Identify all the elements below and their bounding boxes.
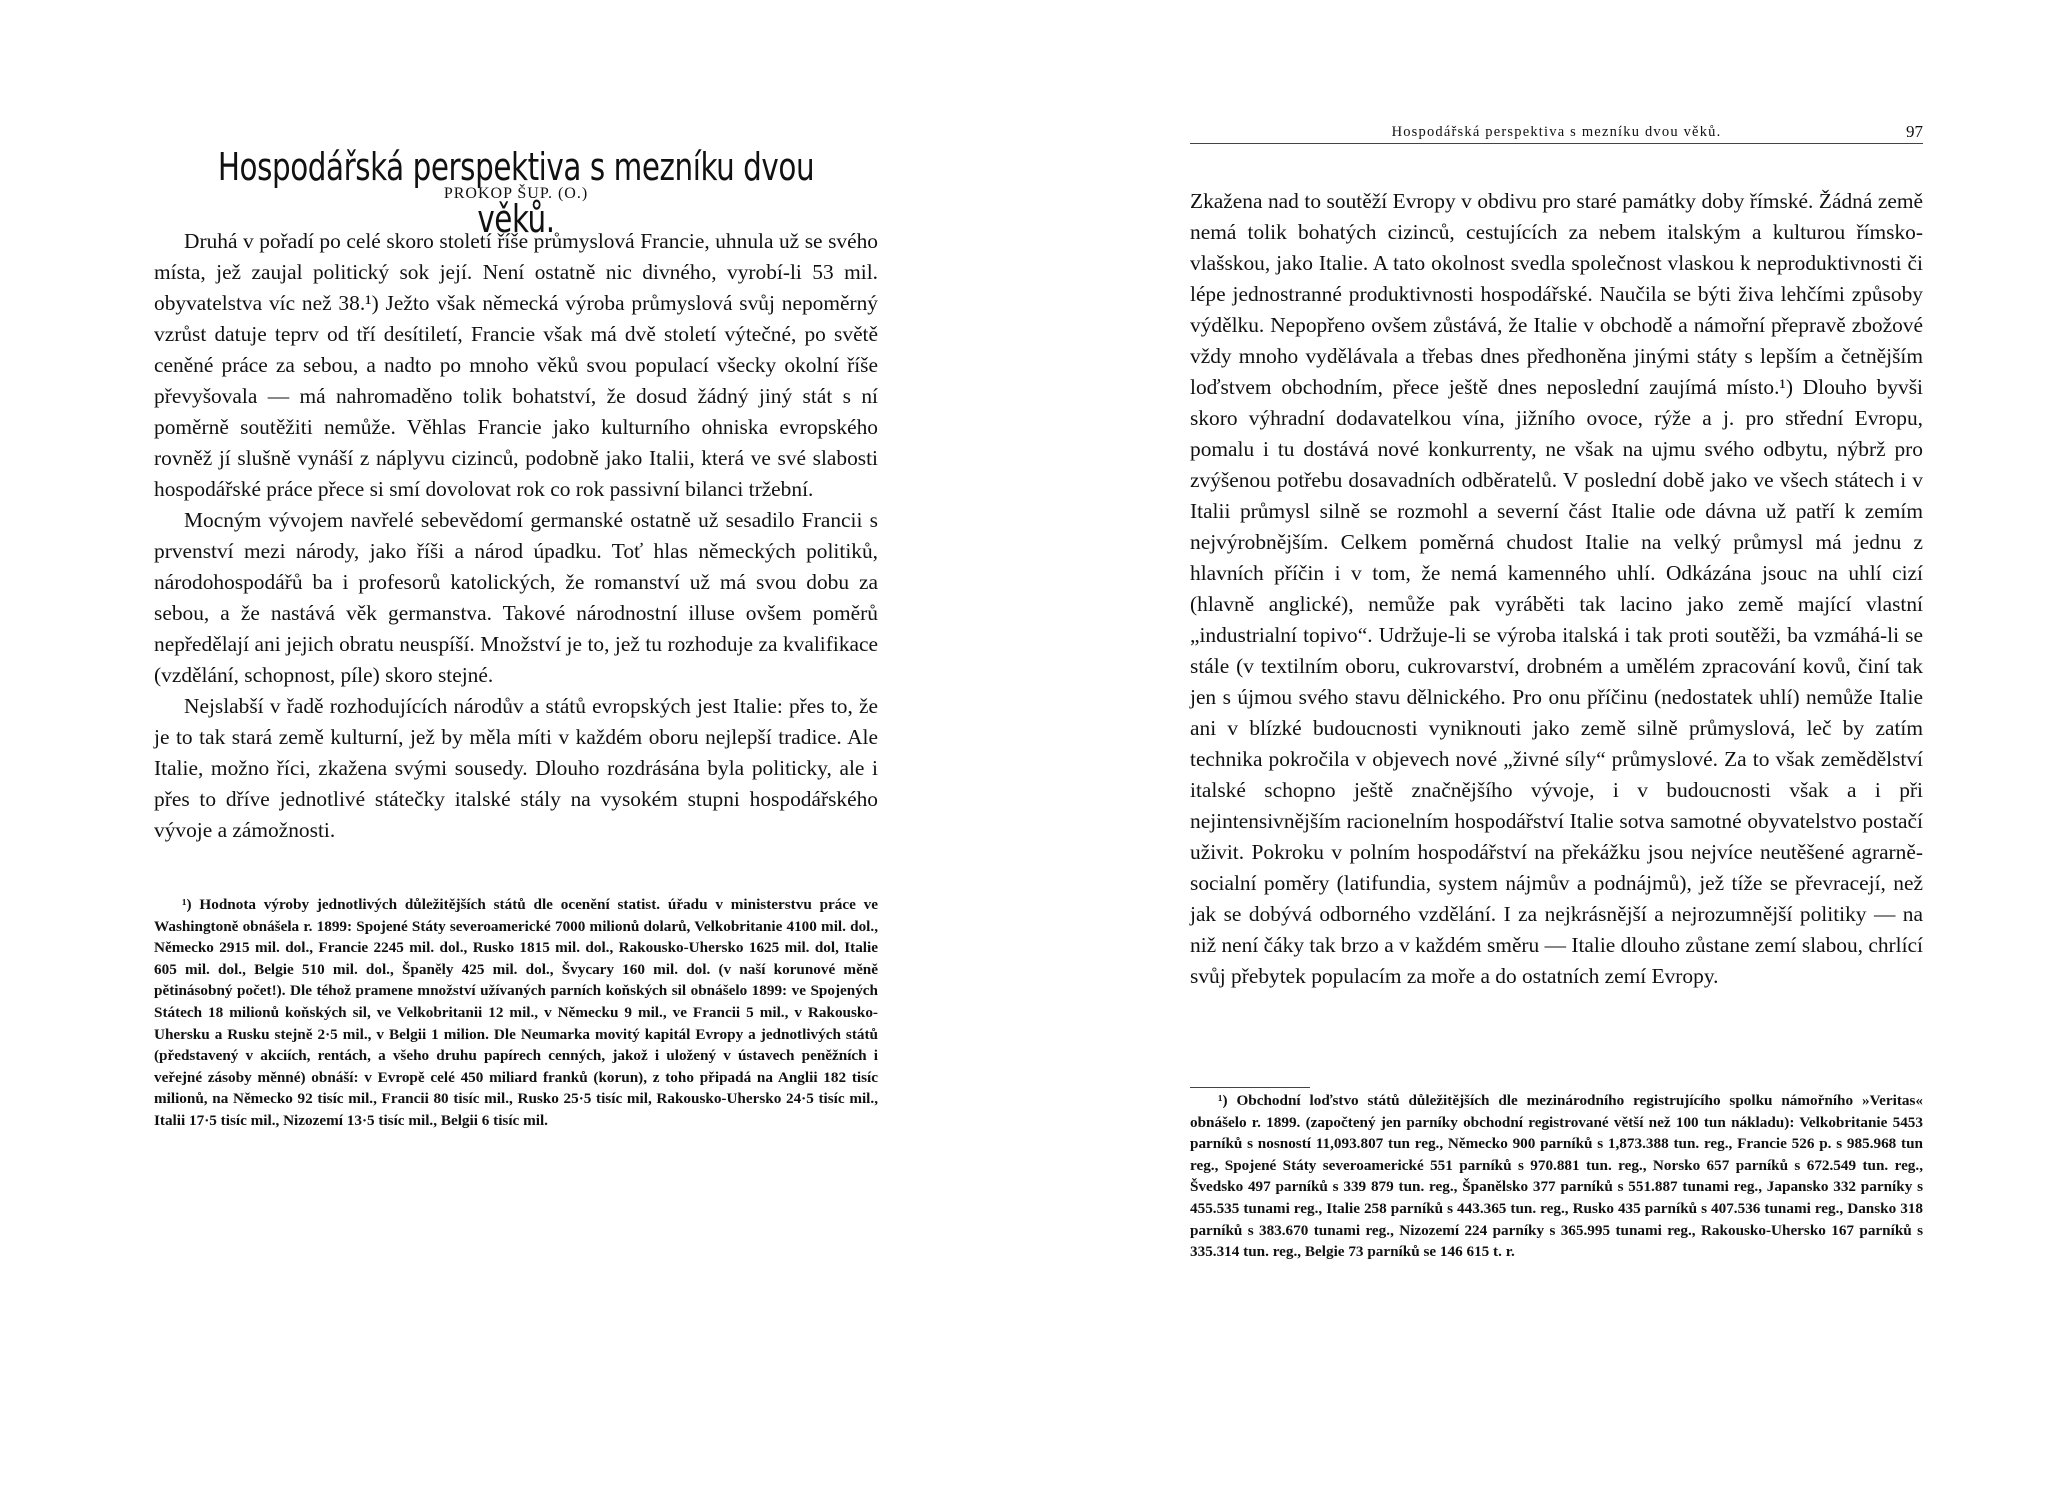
- running-head-rule: [1190, 143, 1923, 144]
- right-body: [1190, 186, 1923, 992]
- article-title: Hospodářská perspektiva s mezníku dvou věků.: [217, 145, 815, 242]
- running-head-title: Hospodářská perspektiva s mezníku dvou věků.: [1386, 124, 1728, 140]
- article-author: PROKOP ŠUP. (O.): [443, 185, 589, 202]
- left-body: [154, 226, 878, 846]
- paragraph: Nejslabší v řadě rozhodujících národův a států evropských jest Italie: přes to, že je to tak stará země kulturní, jež by měla míti v každém oboru nejlepší tradice. Ale Italie, možno říci, zkažena svými sousedy. Dlouho rozdrásána byla politicky, ale i přes to dříve jednotlivé státečky italské stály na vysokém stupni hospodářského vývoje a zámožnosti.: [154, 694, 878, 842]
- paragraph: Druhá v pořadí po celé skoro století říše průmyslová Francie, uhnula už se svého místa, jež zaujal politický sok její. Není ostatně nic divného, vyrobí-li 53 mil. obyvatelstva víc než 38.¹) Ježto však německá výroba průmyslová svůj nepoměrný vzrůst datuje teprv od tří desítiletí, Francie však má dvě století výtečné, po světě ceněné práce za sebou, a nadto po mnoho věků svou populací všecky okolní říše převyšovala — má nahromaděno tolik bohatství, že dosud žádný jiný stát s ní poměrně soutěžiti nemůže. Věhlas Francie jako kulturního ohniska evropského rovněž jí slušně vynáší z náplyvu cizinců, podobně jako Italii, která ve své slabosti hospodářské práce přece si smí dovolovat rok co rok passivní bilanci tržební.: [154, 229, 878, 501]
- left-footnote: [154, 894, 878, 1132]
- running-head: [1190, 124, 1923, 146]
- footnote-text: ¹) Hodnota výroby jednotlivých důležitějších států dle ocenění statist. úřadu v ministerstvu práce ve Washingtoně obnášela r. 1899: Spojené Státy severoamerické 7000 milionů dolarů, Velkobritanie 4100 mil. dol., Německo 2915 mil. dol., Francie 2245 mil. dol., Rusko 1815 mil. dol., Rakousko-Uhersko 1625 mil. dol, Italie 605 mil. dol., Belgie 510 mil. dol., Španěly 425 mil. dol., Švycary 160 mil. dol. (v naší korunové měně pětinásobný počet!). Dle téhož pramene množství užívaných parních koňských sil obnášelo 1899: ve Spojených Státech 18 milionů koňských sil, ve Velkobritanii 12 mil., v Německu 9 mil., ve Francii 5 mil., v Rakousko-Uhersku a Rusku stejně 2·5 mil., v Belgii 1 milion. Dle Neumarka movitý kapitál Evropy a jednotlivých států (představený v akciích, rentách, a všeho druhu papírech cenných, jakož i uložený v ústavech peněžních i veřejné zásoby měnné) obnáší: v Evropě celé 450 miliard franků (korun), z toho připadá na Anglii 182 tisíc milionů, na Německo 92 tisíc mil., Francii 80 tisíc mil., Rusko 25·5 tisíc mil, Rakousko-Uhersko 24·5 tisíc mil., Italii 17·5 tisíc mil., Nizozemí 13·5 tisíc mil., Belgii 6 tisíc mil.: [154, 896, 878, 1129]
- right-footnote: [1190, 1090, 1923, 1263]
- page-number: 97: [1900, 122, 1923, 142]
- footnote-text: ¹) Obchodní loďstvo států důležitějších dle mezinárodního registrujícího spolku námořního »Veritas« obnášelo r. 1899. (započtený jen parníky obchodní registrované větší než 100 tun nákladu): Velkobritanie 5453 parníků s nosností 11,093.807 tun reg., Německo 900 parníků s 1,873.388 tun. reg., Francie 526 p. s 985.968 tun reg., Spojené Státy severoamerické 551 parníků s 970.881 tun. reg., Norsko 657 parníků s 672.549 tun. reg., Švedsko 497 parníků s 339 879 tun. reg., Španělsko 377 parníků s 551.887 tunami reg., Japansko 332 parníky s 455.535 tunami reg., Italie 258 parníků s 443.365 tun. reg., Rusko 435 parníků s 407.536 tunami reg., Dansko 318 parníků s 383.670 tunami reg., Nizozemí 224 parníky s 365.995 tunami reg., Rakousko-Uhersko 167 parníků s 335.314 tun. reg., Belgie 73 parníků se 146 615 t. r.: [1190, 1092, 1923, 1261]
- footnote-rule: [1190, 1087, 1310, 1088]
- paragraph: Zkažena nad to soutěží Evropy v obdivu pro staré památky doby římské. Žádná země nemá tolik bohatých cizinců, cestujících za nebem italským a kulturou římsko-vlašskou, jako Italie. A tato okolnost svedla společnost vlaskou k neproduktivnosti či lépe jednostranné produktivnosti hospodářské. Naučila se býti živa lehčími způsoby výdělku. Nepopřeno ovšem zůstává, že Italie v obchodě a námořní přepravě zbožové vždy mnoho vydělávala a třebas dnes předhoněna jinými státy s lepším a četnějším loďstvem obchodním, přece ještě dnes neposlední zaujímá místo.¹) Dlouho byvši skoro výhradní dodavatelkou vína, jižního ovoce, rýže a j. pro střední Evropu, pomalu i tu dostává nové konkurrenty, ne však na ujmu svého odbytu, nýbrž pro zvýšenou potřebu dosavadních odběratelů. V poslední době jako ve všech státech i v Italii průmysl silně se rozmohl a severní část Italie ode dávna už patří k zemím nejvýrobnějším. Celkem poměrná chudost Italie na velký průmysl má jednu z hlavních příčin i v tom, že nemá kamenného uhlí. Odkázána jsouc na uhlí cizí (hlavně anglické), nemůže pak vyráběti tak lacino jako země mající vlastní „industrialní topivo“. Udržuje-li se výroba italská i tak proti soutěži, ba vzmáhá-li se stále (v textilním oboru, cukrovarství, drobném a umělém zpracování kovů, činí tak jen s újmou svého stavu dělnického. Pro onu příčinu (nedostatek uhlí) nemůže Italie ani v blízké budoucnosti vyniknouti jako země silně průmyslová, leč by zatím technika pokročila v objevech nové „živné síly“ průmyslové. Za to však zemědělství italské schopno ještě značnějšího vývoje, i v budoucnosti však a i při nejintensivnějším racionelním hospodářství Italie sotva samotné obyvatelstvo postačí uživit. Pokroku v polním hospodářství na překážku jsou nejvíce neutěšené agrarně-socialní poměry (latifundia, system nájmův a podnájmů), jež tíže se převracejí, než jak se dobývá odborného vzdělání. I za nejkrásnější a nejrozumnější politiky — na niž není čáky tak brzo a v každém směru — Italie dlouho zůstane zemí slabou, chrlící svůj přebytek populacím za moře a do ostatních zemí Evropy.: [1190, 189, 1923, 988]
- paragraph: Mocným vývojem navřelé sebevědomí germanské ostatně už sesadilo Francii s prvenství mezi národy, jako říši a národ úpadku. Toť hlas německých politiků, národohospodářů ba i profesorů katolických, že romanství už má svou dobu za sebou, a že nastává věk germanstva. Takové národnostní illuse ovšem poměrů nepředělají ani jejich obratu neuspíší. Množství je to, jež tu rozhoduje za kvalifikace (vzdělání, schopnost, píle) skoro stejné.: [154, 508, 878, 687]
